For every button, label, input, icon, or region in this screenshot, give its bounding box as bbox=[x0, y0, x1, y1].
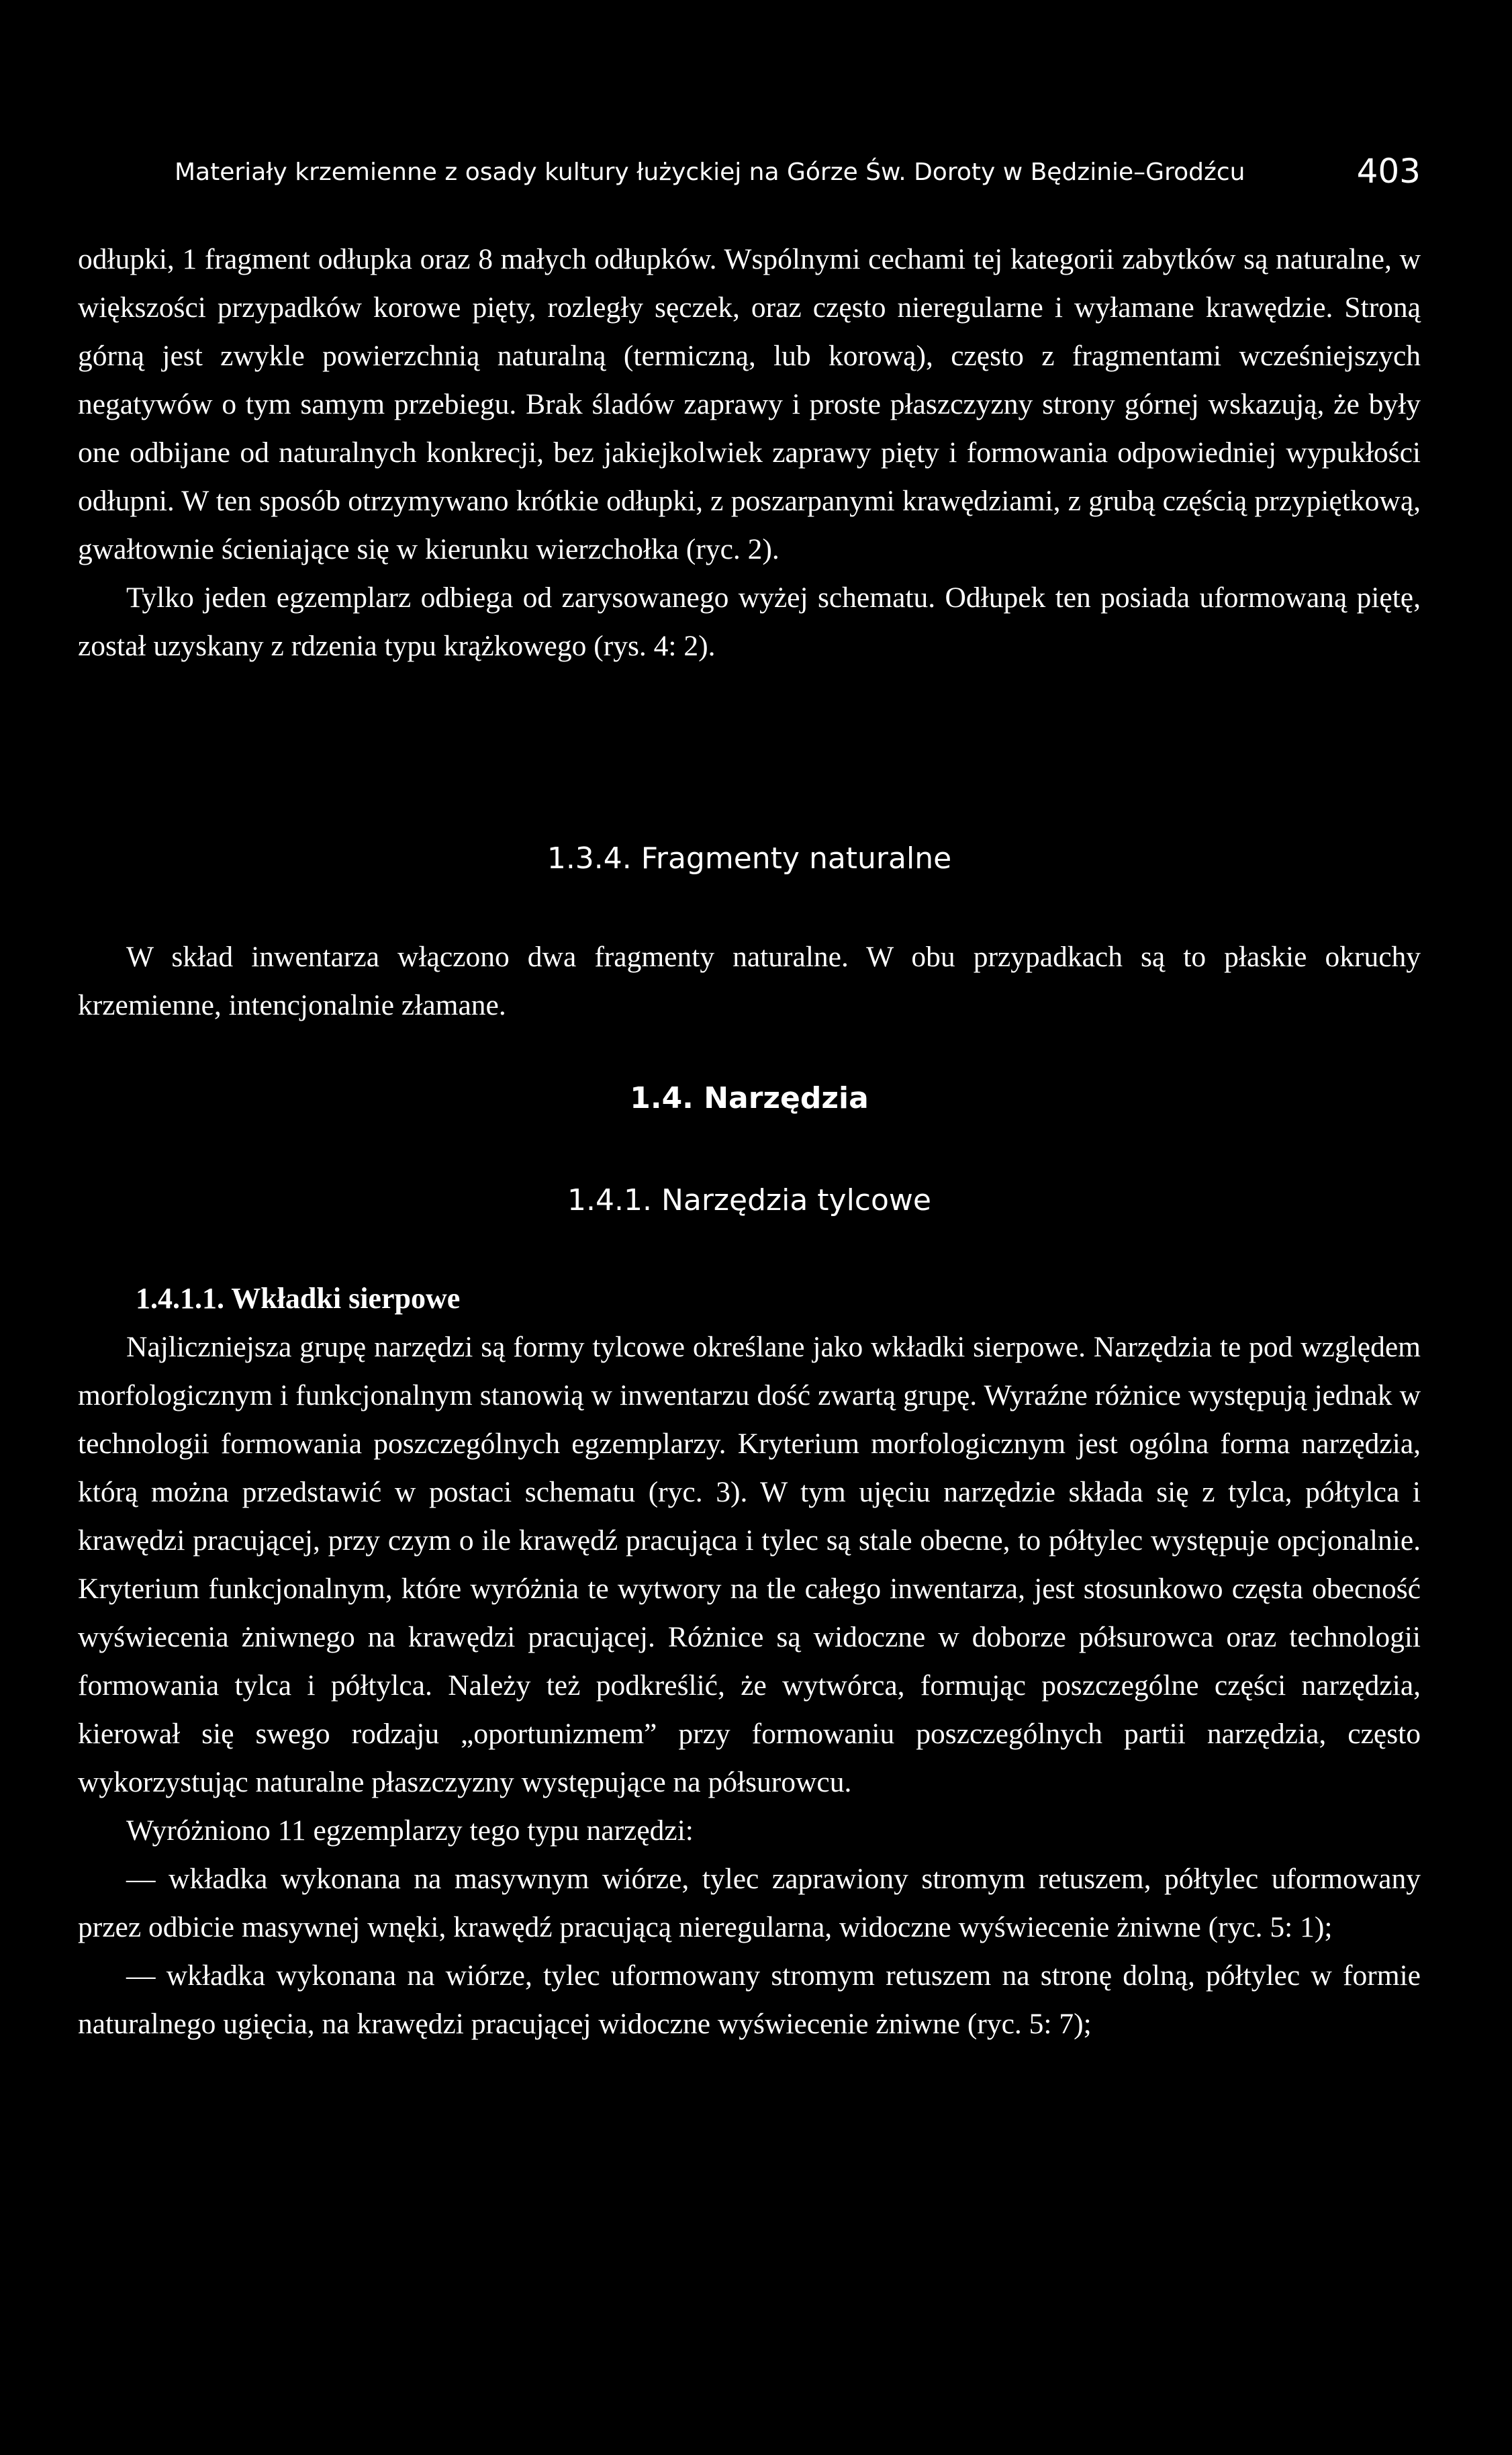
list-item: — wkładka wykonana na wiórze, tylec uformowany stromym retuszem na stronę dolną, półtylec w formie naturalnego ugięcia, na krawędzi pracującej widoczne wyświecenie żniwne (ryc. 5: 7); bbox=[78, 1959, 1421, 2040]
paragraph: Wyróżniono 11 egzemplarzy tego typu narzędzi: bbox=[126, 1814, 694, 1847]
section-body-intro bbox=[78, 235, 1421, 670]
section-heading-wkladki: 1.4.1.1. Wkładki sierpowe bbox=[136, 1282, 461, 1315]
paragraph: W skład inwentarza włączono dwa fragmenty naturalne. W obu przypadkach są to płaskie okruchy krzemienne, intencjonalnie złamane. bbox=[78, 941, 1421, 1021]
section-heading-tylcowe: 1.4.1. Narzędzia tylcowe bbox=[567, 1183, 931, 1217]
list-item: — wkładka wykonana na masywnym wiórze, tylec zaprawiony stromym retuszem, półtylec uformowany przez odbicie masywnej wnęki, krawędź pracującą nieregularna, widoczne wyświecenie żniwne (ryc. 5: 1); bbox=[78, 1863, 1421, 1943]
section-heading-narzedzia: 1.4. Narzędzia bbox=[630, 1081, 869, 1115]
section-body-wkladki bbox=[78, 1323, 1421, 2048]
paragraph: Najliczniejsza grupę narzędzi są formy tylcowe określane jako wkładki sierpowe. Narzędzia te pod względem morfologicznym i funkcjonalnym stanowią w inwentarzu dość zwartą grupę. Wyraźne różnice występują jednak w technologii formowania poszczególnych egzemplarzy. Kryterium morfologicznym jest ogólna forma narzędzia, którą można przedstawić w postaci schematu (ryc. 3). W tym ujęciu narzędzie składa się z tylca, półtylca i krawędzi pracującej, przy czym o ile krawędź pracująca i tylec są stale obecne, to półtylec występuje opcjonalnie. Kryterium funkcjonalnym, które wyróżnia te wytwory na tle całego inwentarza, jest stosunkowo częsta obecność wyświecenia żniwnego na krawędzi pracującej. Różnice są widoczne w doborze półsurowca oraz technologii formowania tylca i półtylca. Należy też podkreślić, że wytwórca, formując poszczególne części narzędzia, kierował się swego rodzaju „oportunizmem” przy formowaniu poszczególnych partii narzędzia, często wykorzystując naturalne płaszczyzny występujące na półsurowcu. bbox=[78, 1331, 1421, 1798]
running-header bbox=[175, 149, 1421, 196]
paragraph: Tylko jeden egzemplarz odbiega od zarysowanego wyżej schematu. Odłupek ten posiada uformowaną piętę, został uzyskany z rdzenia typu krążkowego (rys. 4: 2). bbox=[78, 582, 1421, 662]
section-heading-fragmenty: 1.3.4. Fragmenty naturalne bbox=[547, 841, 952, 876]
paragraph: odłupki, 1 fragment odłupka oraz 8 małych odłupków. Wspólnymi cechami tej kategorii zabytków są naturalne, w większości przypadków korowe pięty, rozległy sęczek, oraz często nieregularne i wyłamane krawędzie. Stroną górną jest zwykle powierzchnią naturalną (termiczną, lub korową), często z fragmentami wcześniejszych negatywów o tym samym przebiegu. Brak śladów zaprawy i proste płaszczyzny strony górnej wskazują, że były one odbijane od naturalnych konkrecji, bez jakiejkolwiek zaprawy pięty i formowania odpowiedniej wypukłości odłupni. W ten sposób otrzymywano krótkie odłupki, z poszarpanymi krawędziami, z grubą częścią przypiętkową, gwałtownie ścieniające się w kierunku wierzchołka (ryc. 2). bbox=[78, 243, 1421, 565]
section-body-fragmenty bbox=[78, 933, 1421, 1029]
page-number: 403 bbox=[1356, 152, 1421, 191]
running-header-title: Materiały krzemienne z osady kultury łużyckiej na Górze Św. Doroty w Będzinie–Grodźcu bbox=[175, 158, 1245, 186]
